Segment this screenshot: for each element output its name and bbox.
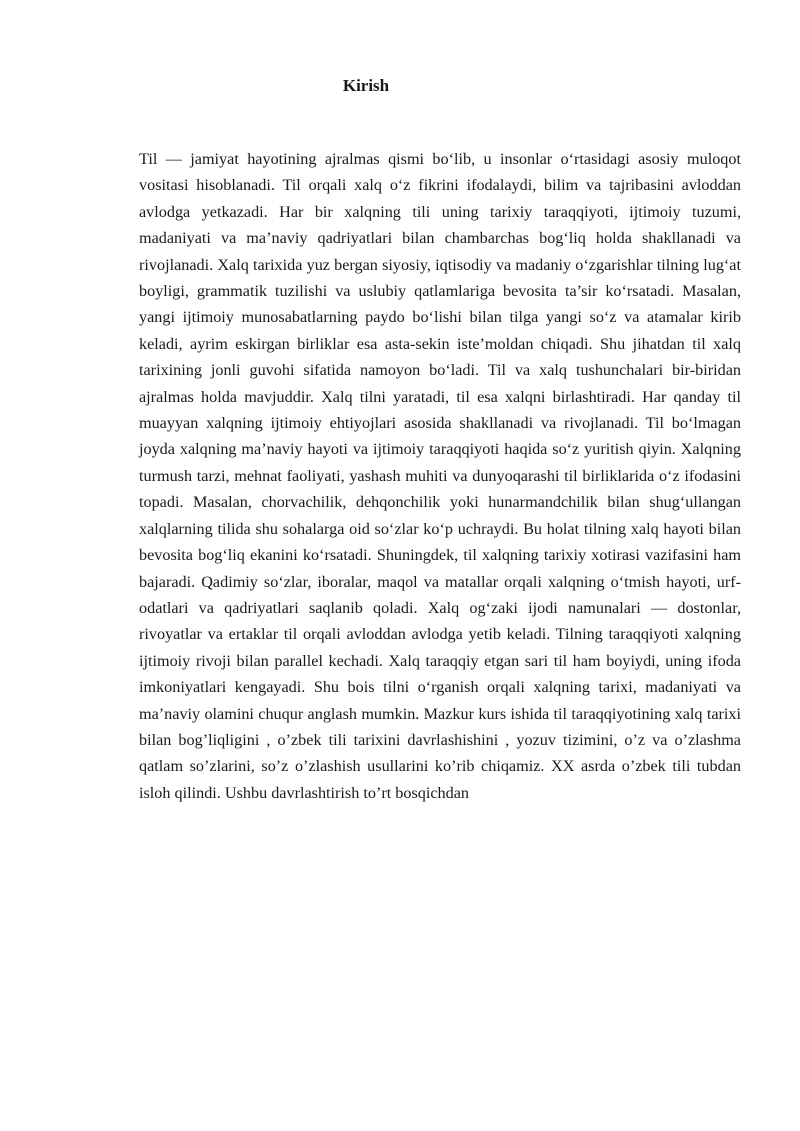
- page-title: Kirish: [342, 76, 390, 95]
- body-paragraph: Til — jamiyat hayotining ajralmas qismi bo‘lib, u insonlar o‘rtasidagi asosiy muloqot vositasi hisoblanadi. Til orqali xalq o‘z fikrini ifodalaydi, bilim va tajribasini avloddan avlodga yetkazadi. Har bir xalqning tili uning tarixiy taraqqiyoti, ijtimoiy tuzumi, madaniyati va ma’naviy qadriyatlari bilan chambarchas bog‘liq holda shakllanadi va rivojlanadi. Xalq tarixida yuz bergan siyosiy, iqtisodiy va madaniy o‘zgarishlar tilning lug‘at boyligi, grammatik tuzilishi va uslubiy qatlamlariga bevosita ta’sir ko‘rsatadi. Masalan, yangi ijtimoiy munosabatlarning paydo bo‘lishi bilan tilga yangi so‘z va atamalar kirib keladi, ayrim eskirgan birliklar esa asta-sekin iste’moldan chiqadi. Shu jihatdan til xalq tarixining jonli guvohi sifatida namoyon bo‘ladi. Til va xalq tushunchalari bir-biridan ajralmas holda mavjuddir. Xalq tilni yaratadi, til esa xalqni birlashtiradi. Har qanday til muayyan xalqning ijtimoiy ehtiyojlari asosida shakllanadi va rivojlanadi. Til bo‘lmagan joyda xalqning ma’naviy hayoti va ijtimoiy taraqqiyoti haqida so‘z yuritish qiyin. Xalqning turmush tarzi, mehnat faoliyati, yashash muhiti va dunyoqarashi til birliklarida o‘z ifodasini topadi. Masalan, chorvachilik, dehqonchilik yoki hunarmandchilik bilan shug‘ullangan xalqlarning tilida shu sohalarga oid so‘zlar ko‘p uchraydi. Bu holat tilning xalq hayoti bilan bevosita bog‘liq ekanini ko‘rsatadi. Shuningdek, til xalqning tarixiy xotirasi vazifasini ham bajaradi. Qadimiy so‘zlar, iboralar, maqol va matallar orqali xalqning o‘tmish hayoti, urf-odatlari va qadriyatlari saqlanib qoladi. Xalq og‘zaki ijodi namunalari — dostonlar, rivoyatlar va ertaklar til orqali avloddan avlodga yetib keladi. Tilning taraqqiyoti xalqning ijtimoiy rivoji bilan parallel kechadi. Xalq taraqqiy etgan sari til ham boyiydi, uning ifoda imkoniyatlari kengayadi. Shu bois tilni o‘rganish orqali xalqning tarixi, madaniyati va ma’naviy olamini chuqur anglash mumkin. Mazkur kurs ishida til taraqqiyotining xalq tarixi bilan bog’liqligini , o’zbek tili tarixini davrlashishini , yozuv tizimini, o’z va o’zlashma qatlam so’zlarini, so’z o’zlashish usullarini ko’rib chiqamiz. XX asrda o’zbek tili tubdan isloh qilindi. Ushbu davrlashtirish to’rt bosqichdan: [139, 150, 741, 802]
